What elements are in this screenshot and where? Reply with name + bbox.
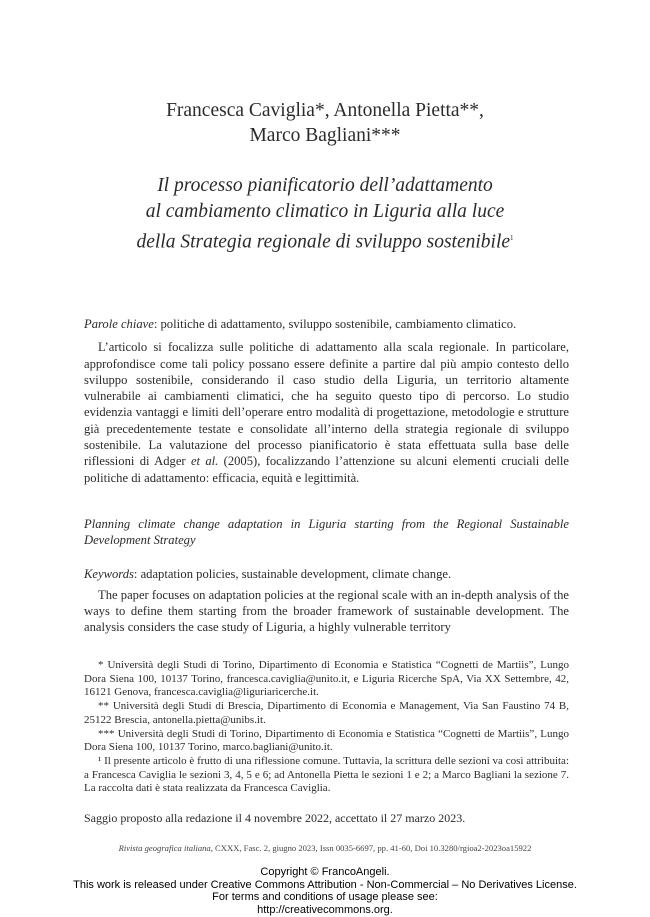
title-line-2: al cambiamento climatico in Liguria alla luce bbox=[145, 201, 505, 222]
italian-abstract-part-b: (2005), focalizzando l’attenzione su alcuni elementi cruciali delle politiche di adattamento: efficacia, equità e legittimità. bbox=[84, 454, 569, 485]
title-line-1: Il processo pianificatorio dell’adattamento bbox=[157, 175, 493, 196]
italian-abstract-section bbox=[84, 316, 569, 486]
italian-keywords-text: : politiche di adattamento, sviluppo sostenibile, cambiamento climatico. bbox=[153, 317, 517, 331]
footnotes bbox=[84, 659, 569, 796]
english-abstract-section bbox=[84, 516, 569, 636]
title-line-3-text: della Strategia regionale di sviluppo sostenibile bbox=[136, 231, 511, 253]
english-abstract: The paper focuses on adaptation policies at the regional scale with an in-depth analysis of the ways to define them starting from the broader framework of sustainable development. The analysis considers the case study of Liguria, a highly vulnerable territory bbox=[84, 587, 569, 635]
italian-abstract bbox=[84, 339, 569, 486]
english-keywords-label: Keywords bbox=[84, 566, 134, 581]
english-keywords-text: : adaptation policies, sustainable development, climate change. bbox=[133, 566, 452, 581]
italian-keywords bbox=[84, 316, 569, 332]
english-title: Planning climate change adaptation in Liguria starting from the Regional Sustainable Development Strategy bbox=[84, 517, 569, 548]
license-line-3: For terms and conditions of usage please see: bbox=[212, 891, 438, 904]
english-keywords bbox=[84, 566, 569, 582]
italian-keywords-label: Parole chiave bbox=[84, 317, 154, 331]
article-authors bbox=[0, 98, 650, 148]
footnote-1: * Università degli Studi di Torino, Dipartimento di Economia e Statistica “Cognetti de Martiis”, Lungo Dora Siena 100, 10137 Torino, francesca.caviglia@unito.it, e Liguria Ricerche SpA, Via XX Settembre, 42, 16121 Genova, francesca.caviglia@liguriaricerche.it. bbox=[84, 659, 569, 699]
italian-abstract-part-a: L’articolo si focalizza sulle politiche di adattamento alla scala regionale. In particolare, approfondisce come tali policy possano essere definite a partire dal più ampio contesto dello sviluppo sostenibile, considerando il caso studio della Liguria, un territorio altamente vulnerabile ai cambiamenti climatici, che ha seguito questo tipo di percorso. Lo studio evidenzia vantaggi e limiti dell’operare entro modalità di progettazione, metodologie e strutture già precedentemente testate e consolidate all’interno della strategia regionale di sviluppo sostenibile. La valutazione del processo pianificatorio è stata effettuata sulla base delle riflessioni di Adger bbox=[84, 340, 569, 469]
license-line-2: This work is released under Creative Commons Attribution - Non-Commercial – No Derivatives License. bbox=[73, 878, 577, 891]
license-line-1: Copyright © FrancoAngeli. bbox=[260, 866, 390, 878]
footnote-4: ¹ Il presente articolo è frutto di una riflessione comune. Tuttavia, la scrittura delle sezioni va così attribuita: a Francesca Caviglia le sezioni 3, 4, 5 e 6; ad Antonella Pietta le sezioni 1 e 2; a Marco Bagliani la sezione 7. La raccolta dati è stata realizzata da Francesca Caviglia. bbox=[84, 754, 569, 795]
received-note: Saggio proposto alla redazione il 4 novembre 2022, accettato il 27 marzo 2023. bbox=[84, 811, 466, 825]
license-link[interactable]: http://creativecommons.org. bbox=[257, 903, 393, 916]
italian-abstract-etal: et al. bbox=[190, 454, 219, 469]
footnote-2: ** Università degli Studi di Brescia, Dipartimento di Economia e Management, Via San Faustino 74 B, 25122 Brescia, antonella.pietta@unibs.it. bbox=[84, 700, 569, 726]
authors-line-2: Marco Bagliani*** bbox=[249, 125, 401, 146]
article-title bbox=[0, 173, 650, 256]
journal-name: Rivista geografica italiana bbox=[118, 843, 211, 853]
license-notice bbox=[0, 866, 650, 916]
footnote-3: *** Università degli Studi di Torino, Dipartimento di Economia e Statistica “Cognetti de Martiis”, Lungo Dora Siena 100, 10137 Torino, marco.bagliani@unito.it. bbox=[84, 727, 569, 754]
journal-citation bbox=[0, 843, 650, 853]
title-footnote-mark: 1 bbox=[510, 234, 514, 242]
title-line-3 bbox=[0, 225, 650, 256]
authors-line-1: Francesca Caviglia*, Antonella Pietta**, bbox=[166, 100, 484, 121]
journal-details: , CXXX, Fasc. 2, giugno 2023, Issn 0035-6697, pp. 41-60, Doi 10.3280/rgioa2-2023oa15922 bbox=[210, 843, 532, 853]
